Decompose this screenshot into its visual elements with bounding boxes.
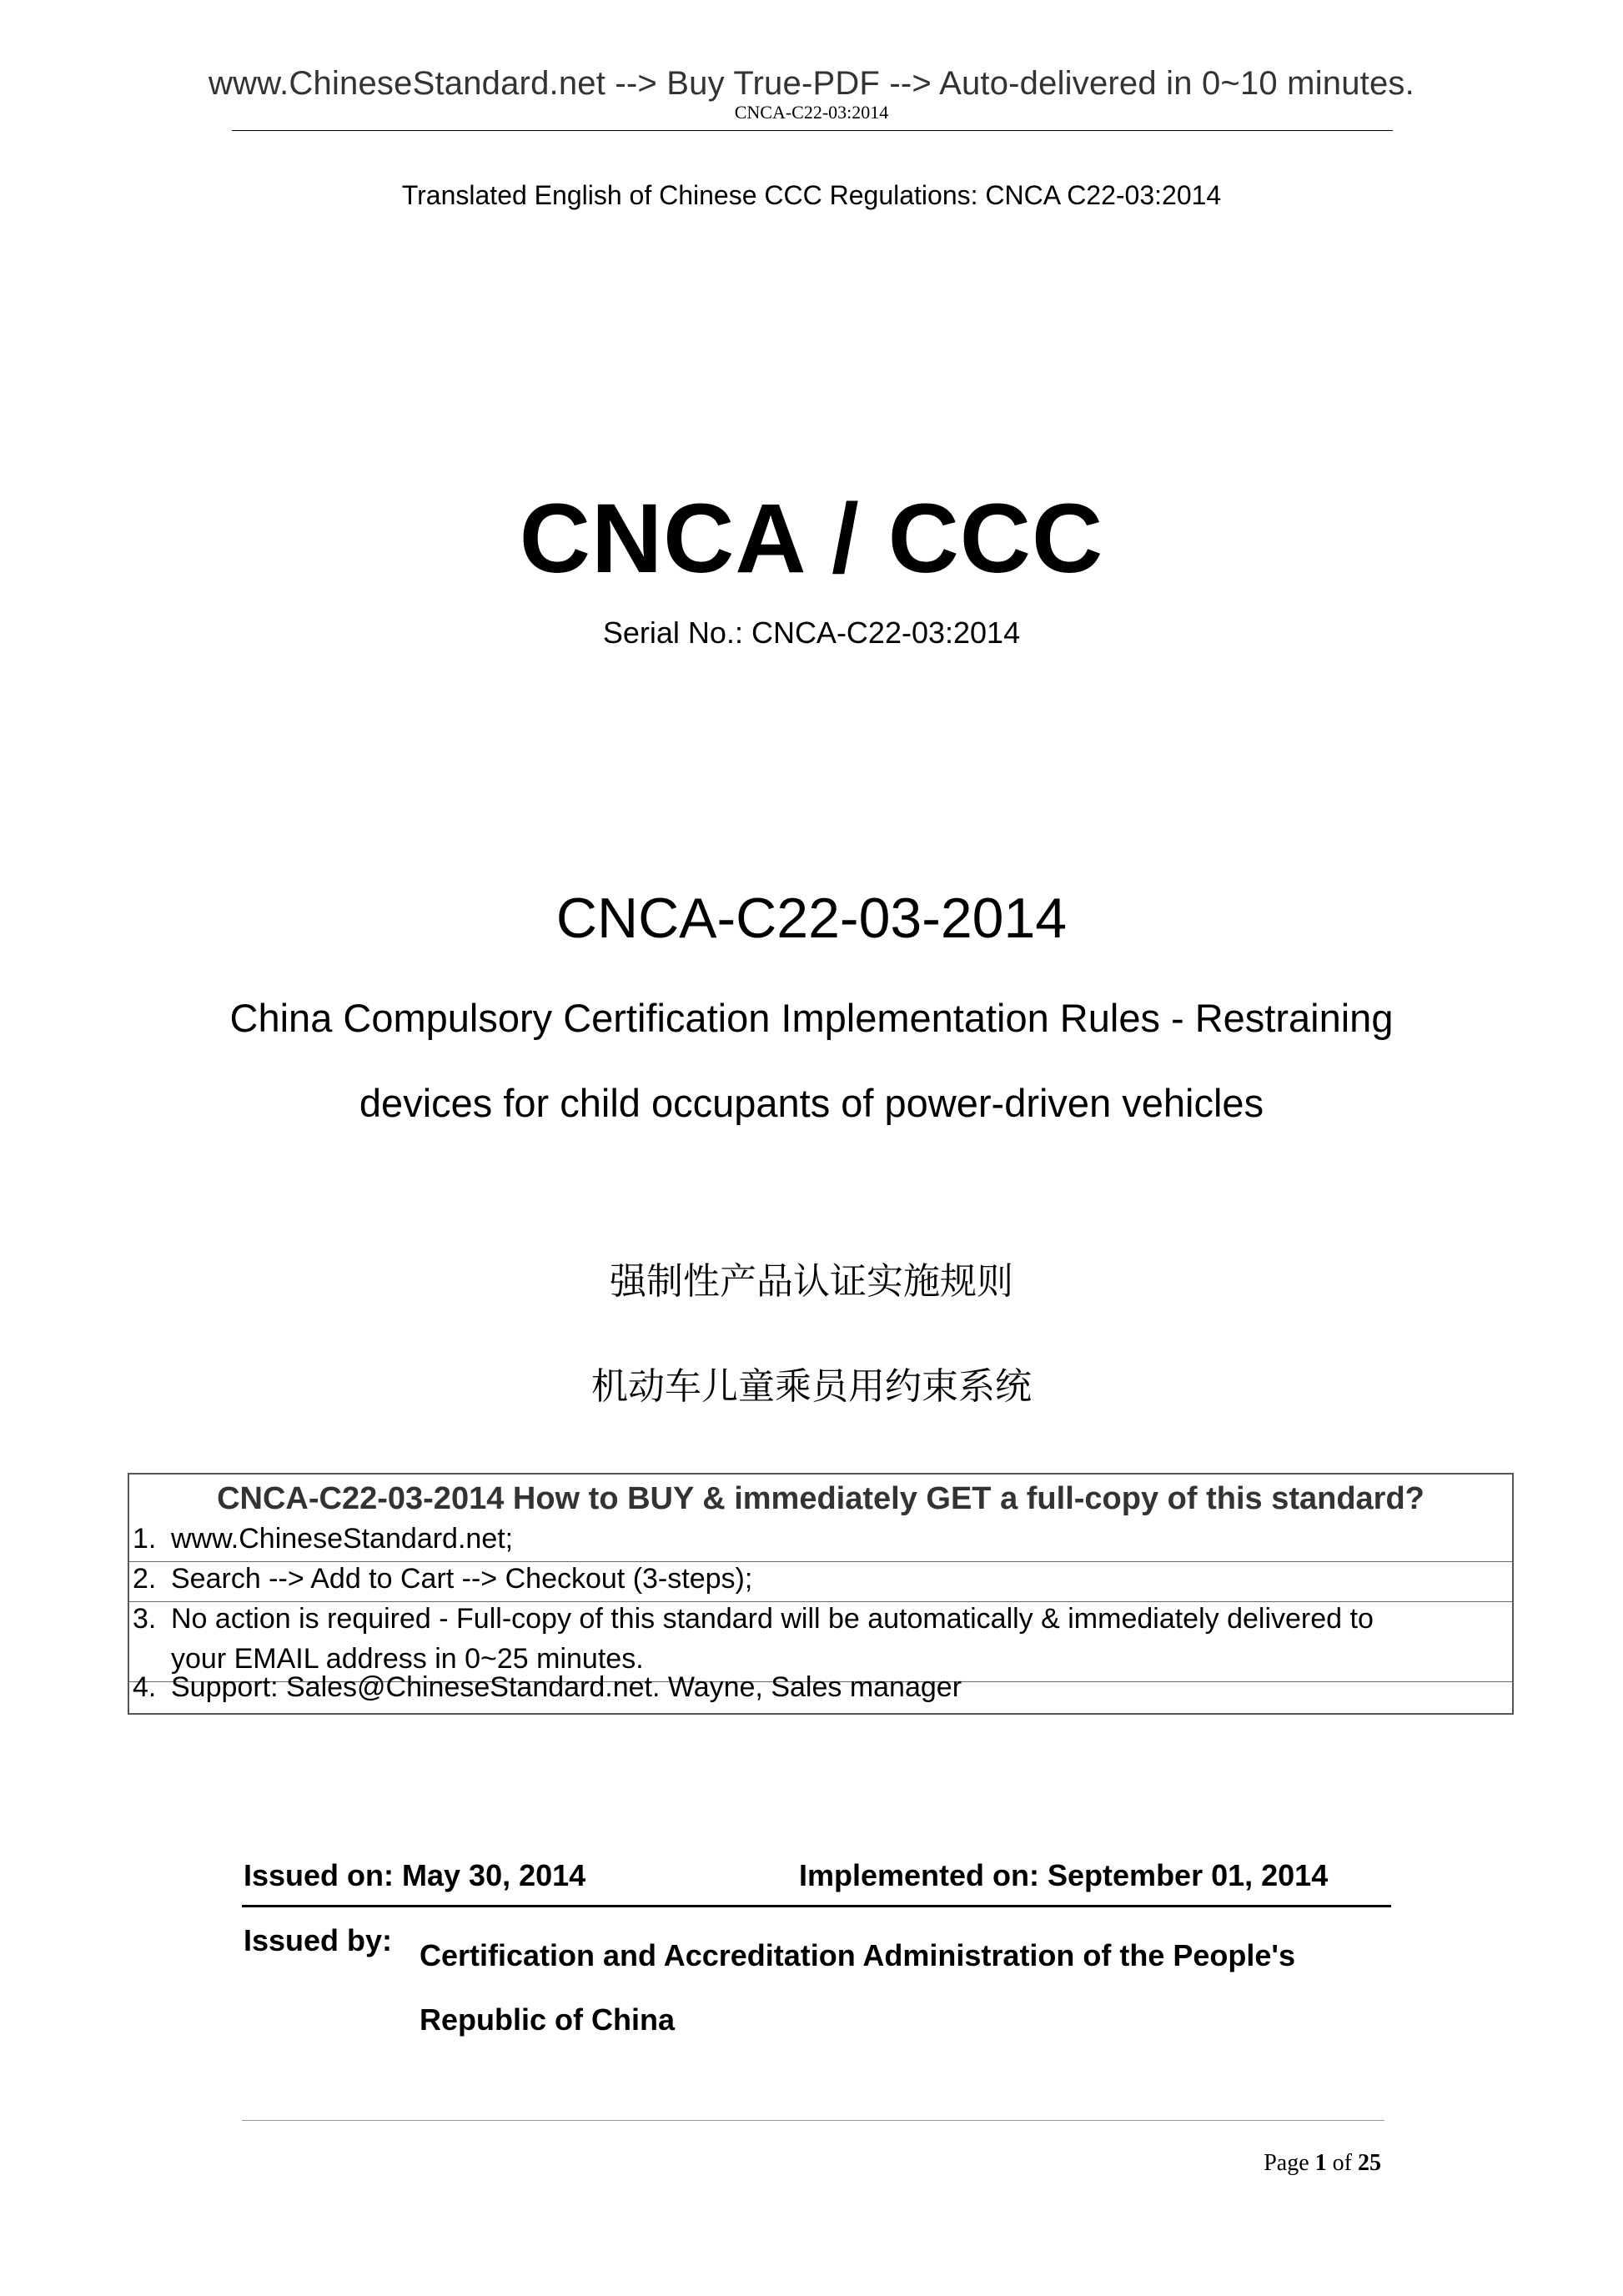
serial-number: Serial No.: CNCA-C22-03:2014 [602,615,1021,650]
translated-note: Translated English of Chinese CCC Regulations: CNCA C22-03:2014 [401,180,1222,210]
document-title-english: China Compulsory Certification Implementation Rules - Restraining devices for child occupants of power-driven vehicles [229,996,1394,1125]
purchase-info-box [128,1473,1514,1715]
running-header-code: CNCA-C22-03:2014 [734,102,889,123]
issuer-line-2: Republic of China [420,2002,675,2037]
website-link[interactable]: www.ChineseStandard.net; [171,1523,514,1555]
step-text: No action is required - Full-copy of this standard will be automatically & immediately delivered to [171,1603,1374,1635]
document-title-chinese-1: 强制性产品认证实施规则 [610,1260,1013,1303]
row-divider [129,1561,1512,1562]
step-number: 3. [133,1603,157,1635]
issuer-line-1: Certification and Accreditation Administration of the People's [420,1938,1296,1972]
row-divider [129,1601,1512,1602]
step-text: Search --> Add to Cart --> Checkout (3-steps); [171,1563,753,1595]
implemented-on-date: Implemented on: September 01, 2014 [799,1858,1329,1892]
purchase-box-heading: CNCA-C22-03-2014 How to BUY & immediately GET a full-copy of this standard? [217,1481,1425,1516]
top-banner-link[interactable]: www.ChineseStandard.net --> Buy True-PDF --> Auto-delivered in 0~10 minutes. [209,65,1414,102]
step-number: 2. [133,1563,157,1595]
document-code: CNCA-C22-03-2014 [555,887,1068,950]
document-title-chinese-2: 机动车儿童乘员用约束系统 [591,1365,1032,1408]
step-number: 1. [133,1523,157,1555]
footer-divider [242,2120,1384,2121]
support-contact[interactable]: Support: Sales@ChineseStandard.net. Wayne, Sales manager [171,1671,962,1703]
page-current: 1 [1314,2150,1327,2176]
page-prefix: Page [1264,2150,1309,2176]
issued-on-date: Issued on: May 30, 2014 [244,1858,586,1892]
step-text: your EMAIL address in 0~25 minutes. [171,1643,644,1675]
dates-divider [242,1905,1391,1907]
issued-by-value [420,1923,1404,2052]
header-divider [232,130,1393,131]
issued-by-label: Issued by: [244,1923,393,1957]
page-total: 25 [1358,2150,1381,2176]
step-number: 4. [133,1671,157,1703]
main-title: CNCA / CCC [519,484,1104,594]
page-of: of [1332,2150,1352,2176]
page-number [1168,2150,1381,2177]
